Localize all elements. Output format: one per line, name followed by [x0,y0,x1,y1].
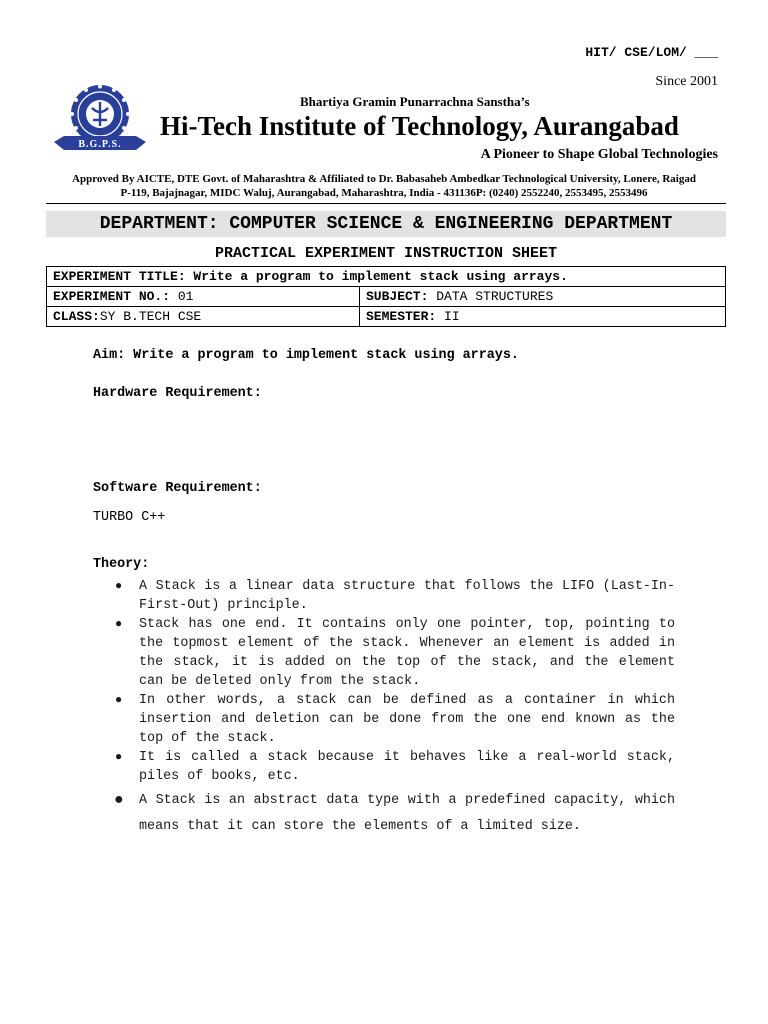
bullet-icon: ● [115,617,123,631]
theory-point-2: Stack has one end. It contains only one pointer, top, pointing to the topmost element of the stack. Whenever an element is added in the stack, it is added on the top of the stack, and the element can be deleted only from the stack. [139,617,675,689]
aim-statement: Aim: Write a program to implement stack using arrays. [93,348,519,363]
bullet-icon: ● [115,579,123,593]
semester-label: SEMESTER: [366,309,437,324]
semester-value: II [436,309,460,324]
address-line: P-119, Bajajnagar, MIDC Waluj, Aurangabad, Maharashtra, India - 431136P: (0240) 2552240, 2553495, 2553496 [120,187,648,199]
department-banner: DEPARTMENT: COMPUTER SCIENCE & ENGINEERING DEPARTMENT [46,211,726,237]
experiment-no-value: 01 [170,289,194,304]
software-requirement-value: TURBO C++ [93,510,166,525]
sheet-title: PRACTICAL EXPERIMENT INSTRUCTION SHEET [214,245,558,262]
sanstha-name: Bhartiya Gramin Punarrachna Sanstha’s [300,94,530,109]
list-item [107,615,675,691]
institute-logo [52,84,148,160]
theory-point-1: A Stack is a linear data structure that follows the LIFO (Last-In-First-Out) principle. [139,579,675,613]
institute-tagline: A Pioneer to Shape Global Technologies [480,147,718,162]
semester-cell [360,307,726,327]
bullet-icon: ● [114,791,124,809]
since-label: Since 2001 [655,74,718,89]
experiment-title-value: Write a program to implement stack using arrays. [185,269,568,284]
list-item [107,788,675,840]
header-divider [46,203,726,204]
institute-name: Hi-Tech Institute of Technology, Aurangabad [160,111,679,141]
table-row [47,287,726,307]
subject-label: SUBJECT: [366,289,429,304]
experiment-title-cell [47,267,726,287]
approval-line-1: Approved By AICTE, DTE Govt. of Maharashtra & Affiliated to Dr. Babasaheb Ambedkar Technological University, Lonere, Raigad [72,173,696,185]
theory-heading: Theory: [93,557,150,572]
hardware-requirement-heading: Hardware Requirement: [93,386,262,401]
experiment-title-label: EXPERIMENT TITLE: [53,269,186,284]
table-row [47,307,726,327]
software-requirement-heading: Software Requirement: [93,481,262,496]
subject-value: DATA STRUCTURES [428,289,554,304]
class-cell [47,307,360,327]
list-item [107,577,675,615]
table-row [47,267,726,287]
theory-list [107,577,675,840]
theory-point-4: It is called a stack because it behaves like a real-world stack, piles of books, etc. [139,750,675,784]
experiment-no-cell [47,287,360,307]
class-label: CLASS: [53,309,100,324]
experiment-info-table [46,266,726,327]
list-item [107,748,675,786]
class-value: SY B.TECH CSE [99,309,202,324]
logo-text: B.G.P.S. [78,139,122,150]
experiment-no-label: EXPERIMENT NO.: [53,289,171,304]
theory-point-5: A Stack is an abstract data type with a predefined capacity, which means that it can store the elements of a limited size. [139,793,675,834]
document-code: HIT/ CSE/LOM/ ___ [585,45,718,60]
approval-info [40,172,728,200]
list-item [107,691,675,748]
bullet-icon: ● [115,750,123,764]
theory-point-3: In other words, a stack can be defined as a container in which insertion and deletion can be done from the one end known as the top of the stack. [139,693,675,746]
bullet-icon: ● [115,693,123,707]
subject-cell [360,287,726,307]
